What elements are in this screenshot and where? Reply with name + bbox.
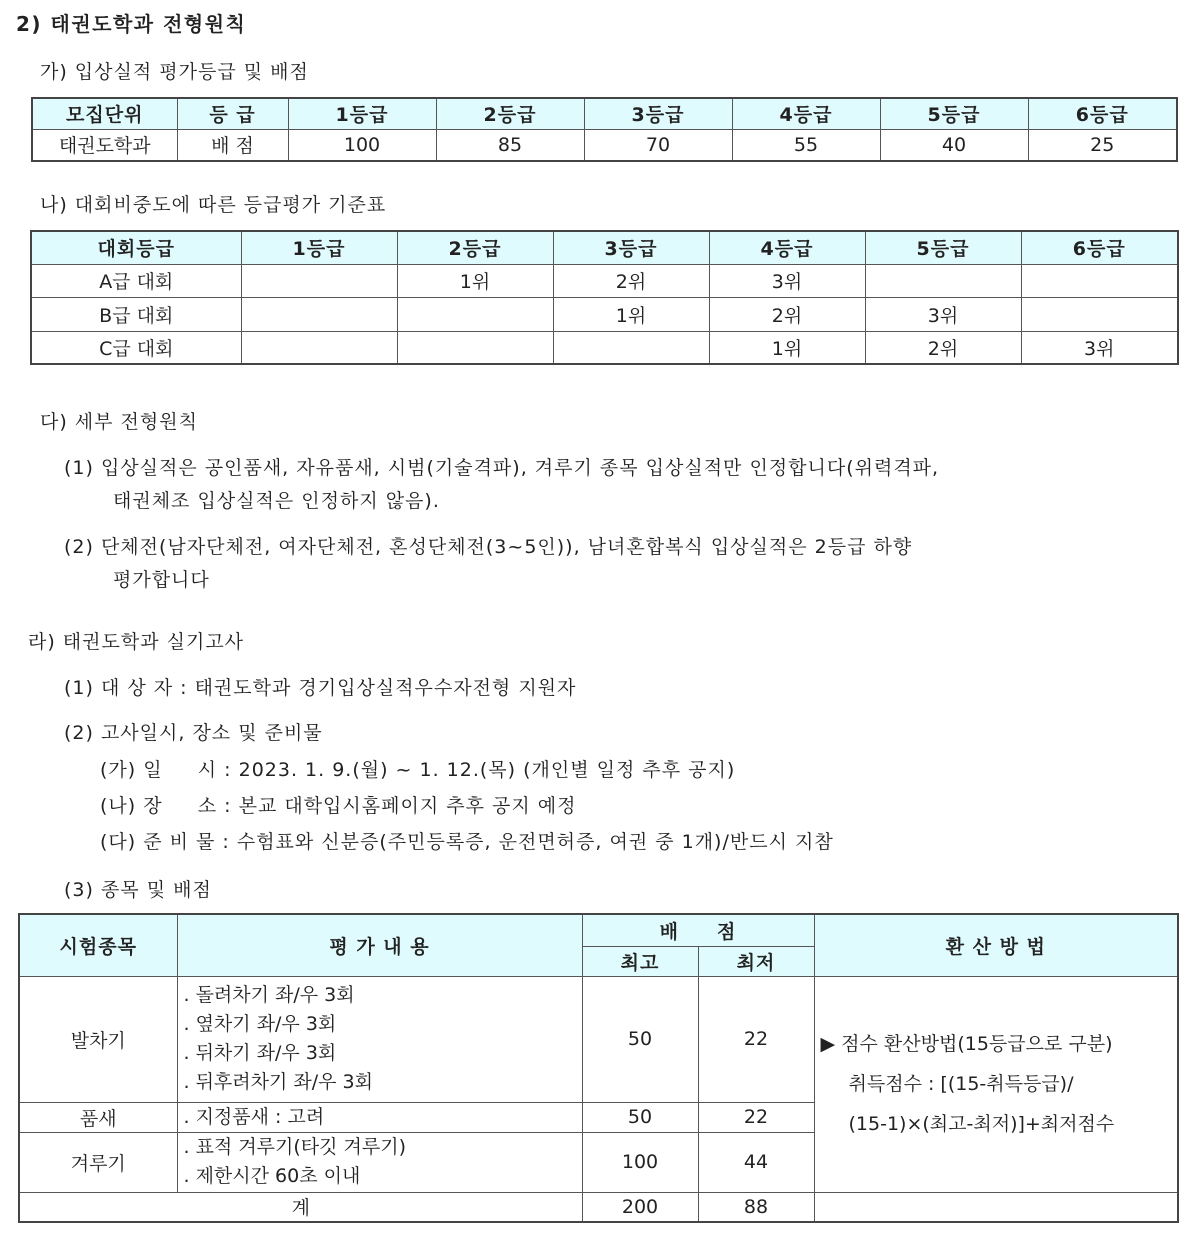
practical-exam-title: 라) 태권도학과 실기고사: [28, 631, 245, 653]
table-cell: 25: [1028, 129, 1177, 161]
min-cell: 44: [698, 1132, 814, 1192]
table-cell: 2위: [709, 297, 865, 331]
table-cell: 2위: [865, 331, 1021, 364]
table-cell: 태권도학과: [32, 129, 177, 161]
table-cell: [241, 297, 397, 331]
header-cell: 2등급: [397, 231, 553, 264]
header-points: 배 점: [582, 914, 814, 946]
header-cell: 3등급: [553, 231, 709, 264]
principle-1-line-2: 태권체조 입상실적은 인정하지 않음).: [113, 490, 440, 512]
method-line-2: 취득점수 : [(15-취득등급)/: [848, 1073, 1074, 1095]
competition-grades-table: [30, 230, 1179, 365]
principle-2-line-2: 평가합니다: [113, 569, 210, 591]
header-cell: 3등급: [584, 98, 732, 129]
exam-schedule-materials: (다) 준 비 물 : 수험표와 신분증(주민등록증, 운전면허증, 여권 중 1개)/반드시 지참: [100, 831, 834, 853]
principle-1-line-1: (1) 입상실적은 공인품새, 자유품새, 시범(기술격파), 겨루기 종목 입상실적만 인정합니다(위력격파,: [64, 457, 940, 479]
total-label: 계: [19, 1192, 582, 1222]
content-line: . 돌려차기 좌/우 3회: [183, 984, 355, 1006]
event-cell: 발차기: [19, 976, 177, 1102]
table-cell: [553, 331, 709, 364]
method-line-1: ▶ 점수 환산방법(15등급으로 구분): [820, 1033, 1113, 1055]
total-row: [19, 1192, 1178, 1222]
method-cell: [814, 976, 1178, 1192]
header-method: 환 산 방 법: [814, 914, 1178, 976]
table-cell: [1021, 297, 1178, 331]
content-line: . 제한시간 60초 이내: [183, 1165, 361, 1187]
table-cell: [241, 264, 397, 297]
table-row: [31, 297, 1178, 331]
content-cell: [177, 976, 582, 1102]
table-cell: [1021, 264, 1178, 297]
competition-grades-title: 나) 대회비중도에 따른 등급평가 기준표: [40, 194, 387, 216]
header-content: 평 가 내 용: [177, 914, 582, 976]
grade-points-table: [31, 97, 1178, 162]
exam-items-table: [18, 913, 1179, 1223]
table-cell: [397, 331, 553, 364]
exam-table-header-row: [19, 914, 1178, 946]
header-event: 시험종목: [19, 914, 177, 976]
table-cell: 2위: [553, 264, 709, 297]
max-cell: 50: [582, 1102, 698, 1132]
content-cell: [177, 1102, 582, 1132]
header-cell: 모집단위: [32, 98, 177, 129]
header-cell: 4등급: [732, 98, 880, 129]
content-line: . 지정품새 : 고려: [183, 1105, 325, 1128]
table-cell: 3위: [865, 297, 1021, 331]
table-cell: 1위: [553, 297, 709, 331]
principle-2-line-1: (2) 단체전(남자단체전, 여자단체전, 혼성단체전(3~5인)), 남녀혼합복식 입상실적은 2등급 하향: [64, 536, 913, 558]
event-cell: 품새: [19, 1102, 177, 1132]
table-cell: 100: [288, 129, 436, 161]
header-cell: 5등급: [865, 231, 1021, 264]
table-cell: [397, 297, 553, 331]
table-cell: [241, 331, 397, 364]
header-max: 최고: [582, 946, 698, 976]
exam-schedule-title: (2) 고사일시, 장소 및 준비물: [64, 722, 323, 744]
table-cell: 55: [732, 129, 880, 161]
header-cell: 6등급: [1021, 231, 1178, 264]
exam-target: (1) 대 상 자 : 태권도학과 경기입상실적우수자전형 지원자: [64, 677, 577, 699]
table-cell: 3위: [709, 264, 865, 297]
table-cell: 40: [880, 129, 1028, 161]
competition-grades-header-row: [31, 231, 1178, 264]
grade-points-header-row: [32, 98, 1177, 129]
total-max: 200: [582, 1192, 698, 1222]
event-cell: 겨루기: [19, 1132, 177, 1192]
total-method-empty: [814, 1192, 1178, 1222]
header-cell: 1등급: [241, 231, 397, 264]
header-min: 최저: [698, 946, 814, 976]
content-line: . 옆차기 좌/우 3회: [183, 1013, 337, 1035]
table-row: [32, 129, 1177, 161]
section-title: 2) 태권도학과 전형원칙: [16, 12, 247, 36]
table-row: [19, 976, 1178, 1102]
grade-points-title: 가) 입상실적 평가등급 및 배점: [40, 61, 309, 83]
exam-schedule-date: (가) 일 시 : 2023. 1. 9.(월) ~ 1. 12.(목) (개인별 일정 추후 공지): [100, 759, 736, 781]
table-cell: 3위: [1021, 331, 1178, 364]
table-row: [31, 331, 1178, 364]
total-min: 88: [698, 1192, 814, 1222]
header-cell: 5등급: [880, 98, 1028, 129]
table-row: [31, 264, 1178, 297]
table-cell: 70: [584, 129, 732, 161]
max-cell: 100: [582, 1132, 698, 1192]
table-cell: 배 점: [177, 129, 288, 161]
table-cell: A급 대회: [31, 264, 241, 297]
method-line-3: (15-1)×(최고-최저)]+최저점수: [848, 1113, 1115, 1135]
header-cell: 대회등급: [31, 231, 241, 264]
table-cell: [865, 264, 1021, 297]
min-cell: 22: [698, 976, 814, 1102]
header-cell: 6등급: [1028, 98, 1177, 129]
detail-principles-title: 다) 세부 전형원칙: [40, 411, 198, 433]
content-line: . 표적 겨루기(타깃 겨루기): [183, 1136, 407, 1158]
content-line: . 뒤차기 좌/우 3회: [183, 1042, 337, 1064]
min-cell: 22: [698, 1102, 814, 1132]
header-cell: 4등급: [709, 231, 865, 264]
header-cell: 1등급: [288, 98, 436, 129]
header-cell: 등 급: [177, 98, 288, 129]
table-cell: C급 대회: [31, 331, 241, 364]
table-cell: 1위: [397, 264, 553, 297]
content-line: . 뒤후려차기 좌/우 3회: [183, 1071, 373, 1093]
exam-schedule-place: (나) 장 소 : 본교 대학입시홈페이지 추후 공지 예정: [100, 795, 577, 817]
content-cell: [177, 1132, 582, 1192]
max-cell: 50: [582, 976, 698, 1102]
table-cell: B급 대회: [31, 297, 241, 331]
table-cell: 85: [436, 129, 584, 161]
header-cell: 2등급: [436, 98, 584, 129]
exam-items-title: (3) 종목 및 배점: [64, 879, 212, 901]
table-cell: 1위: [709, 331, 865, 364]
